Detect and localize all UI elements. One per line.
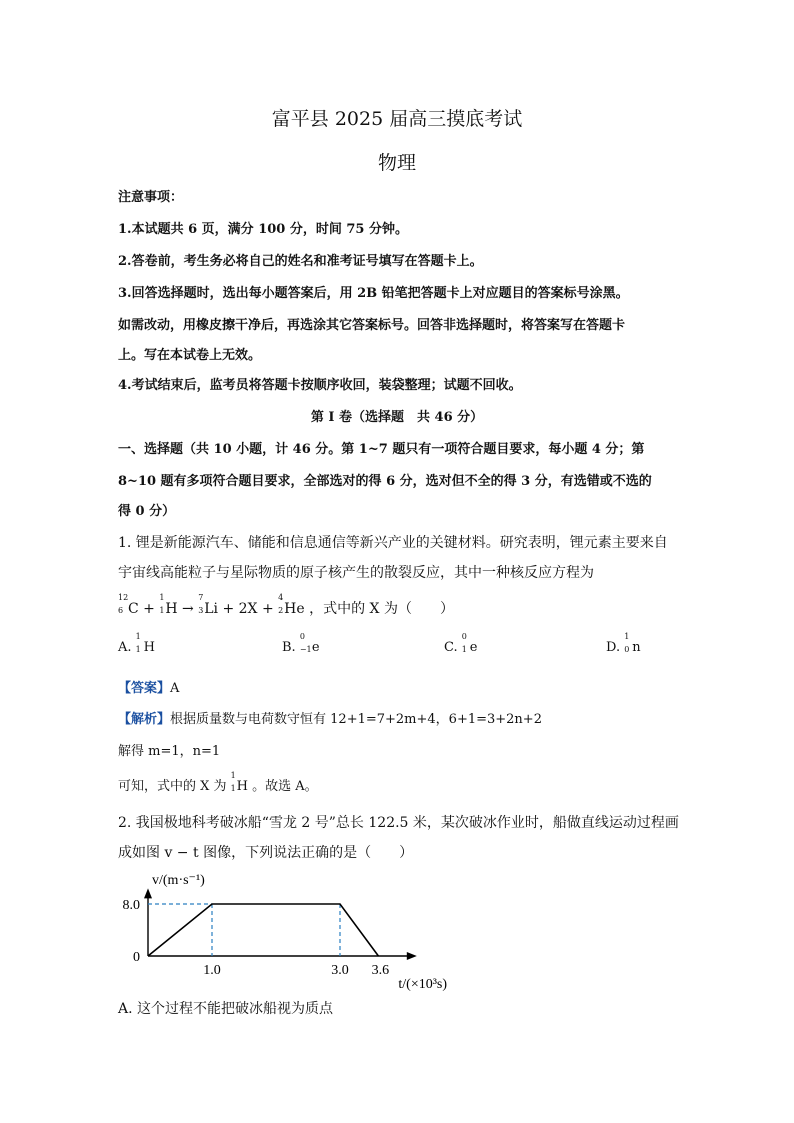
note-item: 如需改动，用橡皮擦干净后，再选涂其它答案标号。回答非选择题时，将答案写在答题卡 <box>118 318 626 333</box>
q1-solve: 解得 m=1，n=1 <box>118 744 221 759</box>
q1-stem-line: 宇宙线高能粒子与星际物质的原子核产生的散裂反应，其中一种核反应方程为 <box>118 565 594 581</box>
subject-title: 物理 <box>377 152 416 174</box>
x-axis-arrow <box>407 952 417 960</box>
section-title: 第 I 卷（选择题 共 46 分） <box>310 410 484 425</box>
q2-stem-line: 2. 我国极地科考破冰船“雪龙 2 号”总长 122.5 米，某次破冰作业时，船做直线运动过程画 <box>118 815 679 831</box>
nuclide-helium: 4 2 He <box>278 593 305 617</box>
note-item: 3.回答选择题时，选出每小题答案后，用 2B 铅笔把答题卡上对应题目的答案标号涂黑。 <box>118 286 629 301</box>
q2-option-a: A. 这个过程不能把破冰船视为质点 <box>118 1001 334 1017</box>
q1-stem-line: 1. 锂是新能源汽车、储能和信息通信等新兴产业的关键材料。研究表明，锂元素主要来自 <box>118 535 668 551</box>
q1-option-b: B. 0 −1 e <box>282 632 320 655</box>
section-intro-line: 8~10 题有多项符合题目要求，全部选对的得 6 分，选对但不全的得 3 分，有选错或不选的 <box>118 474 652 489</box>
q1-option-a: A. 1 1 H <box>118 632 156 655</box>
nuclide-hydrogen: 1 1 H <box>159 593 178 617</box>
x-axis-label: t/(×10³s) <box>398 977 448 992</box>
q1-equation: 12 6 C + 1 1 H → 7 3 Li + 2X + 4 2 He ，式中的 X 为（ ） <box>118 593 454 617</box>
q1-option-c: C. 0 1 e <box>444 632 478 655</box>
exam-title: 富平县 2025 届高三摸底考试 <box>271 108 523 130</box>
series-line <box>148 904 378 956</box>
vt-chart <box>118 864 458 994</box>
q1-analysis: 【解析】根据质量数与电荷数守恒有 12+1=7+2m+4，6+1=3+2n+2 <box>118 712 542 727</box>
section-intro-line: 一、选择题（共 10 小题，计 46 分。第 1~7 题只有一项符合题目要求，每小题 4 分；第 <box>118 442 645 457</box>
section-intro-line: 得 0 分） <box>118 504 176 519</box>
x-tick-label: 1.0 <box>203 963 221 978</box>
nuclide-lithium: 7 3 Li <box>198 593 218 617</box>
origin-label: 0 <box>133 950 140 965</box>
q2-stem-line: 成如图 v − t 图像，下列说法正确的是（ ） <box>118 845 414 861</box>
y-axis-arrow <box>144 888 152 898</box>
x-tick-label: 3.6 <box>371 963 390 978</box>
y-axis-label: v/(m·s⁻¹) <box>152 873 205 888</box>
note-item: 1.本试题共 6 页，满分 100 分，时间 75 分钟。 <box>118 222 408 237</box>
q1-conclusion: 可知，式中的 X 为 1 1 H 。故选 A。 <box>118 771 318 794</box>
y-tick-label: 8.0 <box>122 898 140 913</box>
x-tick-label: 3.0 <box>331 963 349 978</box>
q1-option-d: D. 1 0 n <box>606 632 641 655</box>
notes-heading: 注意事项： <box>118 190 184 205</box>
note-item: 2.答卷前，考生务必将自己的姓名和准考证号填写在答题卡上。 <box>118 254 483 269</box>
note-item: 4.考试结束后，监考员将答题卡按顺序收回，装袋整理；试题不回收。 <box>118 378 522 393</box>
nuclide-carbon: 12 6 C <box>118 593 139 617</box>
reaction-arrow: → <box>182 601 194 617</box>
note-item: 上。写在本试卷上无效。 <box>118 348 262 363</box>
q1-answer: 【答案】A <box>118 681 180 696</box>
